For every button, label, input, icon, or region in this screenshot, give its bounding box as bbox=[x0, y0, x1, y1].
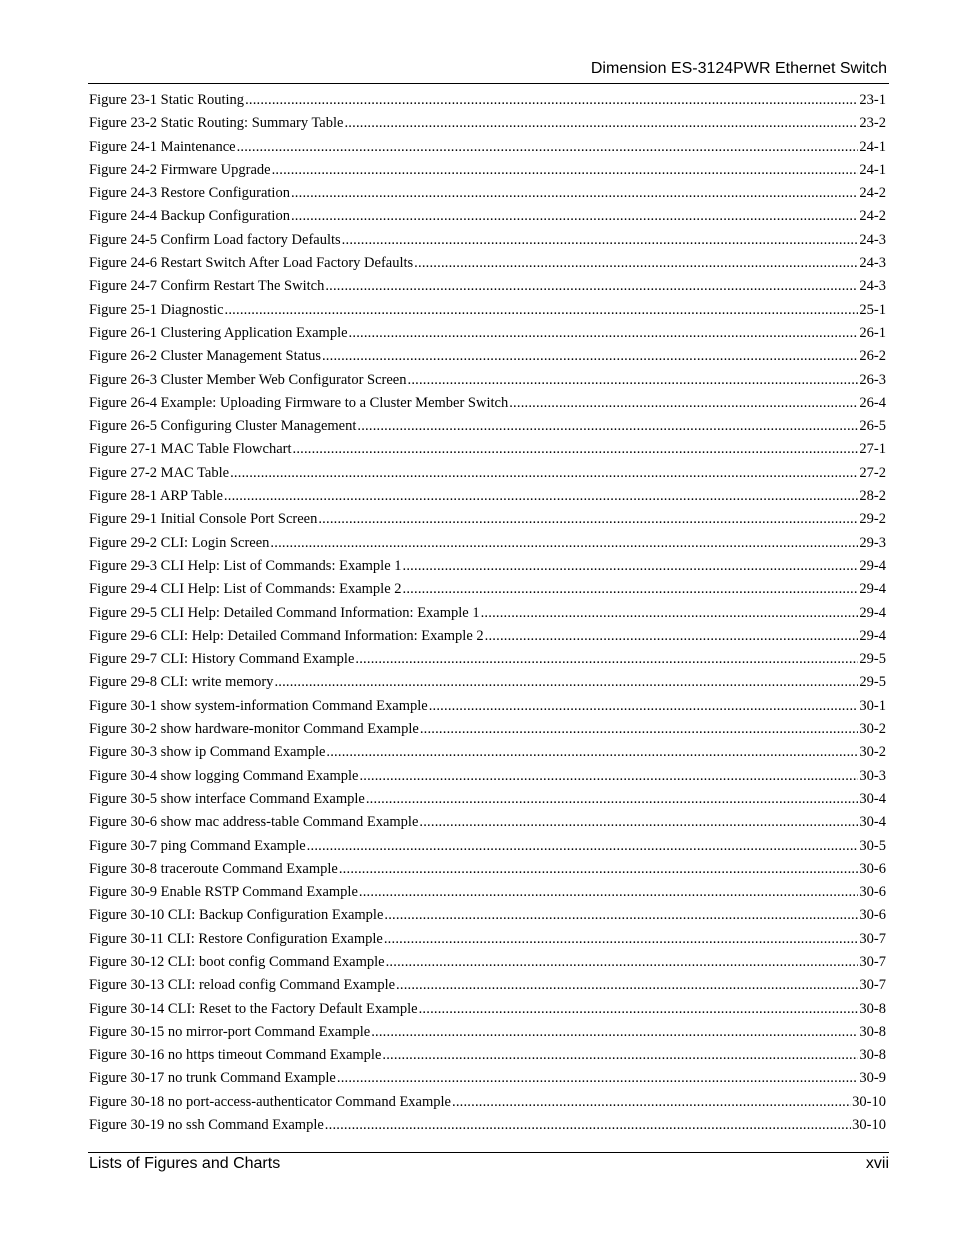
page-reference: 30-4 bbox=[859, 790, 886, 807]
toc-entry[interactable] bbox=[89, 998, 886, 1021]
page-reference: 30-1 bbox=[859, 697, 886, 714]
page-header bbox=[88, 59, 889, 84]
toc-entry[interactable] bbox=[89, 858, 886, 881]
dot-leader bbox=[225, 299, 859, 322]
dot-leader bbox=[293, 438, 859, 461]
dot-leader bbox=[325, 275, 858, 298]
dot-leader bbox=[419, 998, 859, 1021]
figure-caption: Figure 29-3 CLI Help: List of Commands: Example 1 bbox=[89, 557, 402, 574]
dot-leader bbox=[452, 1091, 851, 1114]
dot-leader bbox=[318, 508, 858, 531]
page-reference: 29-4 bbox=[859, 627, 886, 644]
figure-caption: Figure 25-1 Diagnostic bbox=[89, 301, 224, 318]
toc-entry[interactable] bbox=[89, 205, 886, 228]
figure-caption: Figure 26-5 Configuring Cluster Management bbox=[89, 418, 357, 435]
figure-caption: Figure 30-17 no trunk Command Example bbox=[89, 1070, 336, 1087]
page-reference: 25-1 bbox=[859, 301, 886, 318]
dot-leader bbox=[237, 136, 859, 159]
page-reference: 30-8 bbox=[859, 1000, 886, 1017]
dot-leader bbox=[419, 811, 858, 834]
dot-leader bbox=[359, 765, 858, 788]
toc-entry[interactable] bbox=[89, 299, 886, 322]
toc-entry[interactable] bbox=[89, 438, 886, 461]
dot-leader bbox=[357, 415, 858, 438]
dot-leader bbox=[270, 532, 858, 555]
figure-caption: Figure 30-9 Enable RSTP Command Example bbox=[89, 884, 358, 901]
page-reference: 29-2 bbox=[859, 511, 886, 528]
toc-entry[interactable] bbox=[89, 532, 886, 555]
page-reference: 30-2 bbox=[859, 721, 886, 738]
toc-entry[interactable] bbox=[89, 159, 886, 182]
page-reference: 29-5 bbox=[859, 674, 886, 691]
page-reference: 24-3 bbox=[859, 231, 886, 248]
dot-leader bbox=[429, 695, 859, 718]
dot-leader bbox=[485, 625, 859, 648]
dot-leader bbox=[349, 322, 859, 345]
toc-entry[interactable] bbox=[89, 741, 886, 764]
page-reference: 30-5 bbox=[859, 837, 886, 854]
page-reference: 23-1 bbox=[859, 92, 886, 108]
toc-entry[interactable] bbox=[89, 252, 886, 275]
figure-caption: Figure 24-6 Restart Switch After Load Factory Defaults bbox=[89, 255, 414, 272]
figure-caption: Figure 30-10 CLI: Backup Configuration Example bbox=[89, 907, 384, 924]
page-reference: 27-2 bbox=[859, 464, 886, 481]
figure-caption: Figure 30-4 show logging Command Example bbox=[89, 767, 359, 784]
toc-entry[interactable] bbox=[89, 485, 886, 508]
figure-caption: Figure 24-4 Backup Configuration bbox=[89, 208, 290, 225]
figure-caption: Figure 26-2 Cluster Management Status bbox=[89, 348, 321, 365]
dot-leader bbox=[322, 345, 858, 368]
page-reference: 30-2 bbox=[859, 744, 886, 761]
dot-leader bbox=[371, 1021, 858, 1044]
figure-caption: Figure 24-7 Confirm Restart The Switch bbox=[89, 278, 325, 295]
page-reference: 24-3 bbox=[859, 278, 886, 295]
dot-leader bbox=[386, 951, 859, 974]
dot-leader bbox=[414, 252, 858, 275]
page-reference: 26-2 bbox=[859, 348, 886, 365]
figure-caption: Figure 24-5 Confirm Load factory Defaults bbox=[89, 231, 341, 248]
toc-entry[interactable] bbox=[89, 1044, 886, 1067]
page-reference: 30-10 bbox=[852, 1117, 886, 1134]
dot-leader bbox=[344, 112, 858, 135]
page-reference: 29-4 bbox=[859, 604, 886, 621]
dot-leader bbox=[337, 1067, 859, 1090]
figure-caption: Figure 30-11 CLI: Restore Configuration Example bbox=[89, 930, 383, 947]
toc-entry[interactable] bbox=[89, 415, 886, 438]
figure-caption: Figure 26-3 Cluster Member Web Configurator Screen bbox=[89, 371, 407, 388]
page-reference: 24-1 bbox=[859, 138, 886, 155]
toc-entry[interactable] bbox=[89, 1021, 886, 1044]
page-footer bbox=[88, 1152, 889, 1181]
toc-entry[interactable] bbox=[89, 788, 886, 811]
list-of-figures bbox=[89, 89, 886, 1137]
page-reference: 30-7 bbox=[859, 977, 886, 994]
page-reference: 30-4 bbox=[859, 814, 886, 831]
page-reference: 23-2 bbox=[859, 115, 886, 132]
toc-entry[interactable] bbox=[89, 1091, 886, 1114]
page-reference: 30-3 bbox=[859, 767, 886, 784]
page-reference: 30-6 bbox=[859, 907, 886, 924]
figure-caption: Figure 30-14 CLI: Reset to the Factory Default Example bbox=[89, 1000, 418, 1017]
page-reference: 24-1 bbox=[859, 161, 886, 178]
toc-entry[interactable] bbox=[89, 578, 886, 601]
page-reference: 30-6 bbox=[859, 884, 886, 901]
figure-caption: Figure 27-1 MAC Table Flowchart bbox=[89, 441, 292, 458]
dot-leader bbox=[382, 1044, 858, 1067]
page-reference: 29-4 bbox=[859, 581, 886, 598]
toc-entry[interactable] bbox=[89, 462, 886, 485]
toc-entry[interactable] bbox=[89, 89, 886, 112]
figure-caption: Figure 29-5 CLI Help: Detailed Command Information: Example 1 bbox=[89, 604, 480, 621]
page-reference: 28-2 bbox=[859, 488, 886, 505]
document-title: Dimension ES-3124PWR Ethernet Switch bbox=[590, 60, 887, 77]
figure-caption: Figure 30-2 show hardware-monitor Command Example bbox=[89, 721, 419, 738]
toc-entry[interactable] bbox=[89, 765, 886, 788]
dot-leader bbox=[359, 881, 859, 904]
figure-caption: Figure 29-4 CLI Help: List of Commands: Example 2 bbox=[89, 581, 402, 598]
toc-entry[interactable] bbox=[89, 392, 886, 415]
dot-leader bbox=[403, 578, 859, 601]
dot-leader bbox=[366, 788, 859, 811]
toc-entry[interactable] bbox=[89, 369, 886, 392]
toc-entry[interactable] bbox=[89, 345, 886, 368]
page-reference: 26-4 bbox=[859, 394, 886, 411]
page-reference: 30-8 bbox=[859, 1047, 886, 1064]
page-reference: 27-1 bbox=[859, 441, 886, 458]
toc-entry[interactable] bbox=[89, 695, 886, 718]
figure-caption: Figure 30-16 no https timeout Command Example bbox=[89, 1047, 382, 1064]
dot-leader bbox=[342, 229, 859, 252]
page-reference: 24-2 bbox=[859, 208, 886, 225]
figure-caption: Figure 30-3 show ip Command Example bbox=[89, 744, 326, 761]
page-reference: 30-10 bbox=[852, 1093, 886, 1110]
toc-entry[interactable] bbox=[89, 275, 886, 298]
page-reference: 26-5 bbox=[859, 418, 886, 435]
page-reference: 30-9 bbox=[859, 1070, 886, 1087]
toc-entry[interactable] bbox=[89, 671, 886, 694]
figure-caption: Figure 30-7 ping Command Example bbox=[89, 837, 306, 854]
toc-entry[interactable] bbox=[89, 1067, 886, 1090]
figure-caption: Figure 29-1 Initial Console Port Screen bbox=[89, 511, 318, 528]
figure-caption: Figure 30-13 CLI: reload config Command Example bbox=[89, 977, 396, 994]
toc-entry[interactable] bbox=[89, 508, 886, 531]
figure-caption: Figure 29-2 CLI: Login Screen bbox=[89, 534, 270, 551]
toc-entry[interactable] bbox=[89, 904, 886, 927]
figure-caption: Figure 29-6 CLI: Help: Detailed Command Information: Example 2 bbox=[89, 627, 484, 644]
dot-leader bbox=[291, 205, 858, 228]
toc-entry[interactable] bbox=[89, 718, 886, 741]
figure-caption: Figure 26-1 Clustering Application Example bbox=[89, 324, 348, 341]
figure-caption: Figure 29-8 CLI: write memory bbox=[89, 674, 274, 691]
page-reference: 24-3 bbox=[859, 255, 886, 272]
figure-caption: Figure 30-19 no ssh Command Example bbox=[89, 1117, 324, 1134]
dot-leader bbox=[245, 89, 858, 112]
dot-leader bbox=[481, 602, 859, 625]
figure-caption: Figure 30-15 no mirror-port Command Example bbox=[89, 1023, 371, 1040]
dot-leader bbox=[291, 182, 858, 205]
toc-entry[interactable] bbox=[89, 625, 886, 648]
toc-entry[interactable] bbox=[89, 602, 886, 625]
figure-caption: Figure 30-12 CLI: boot config Command Example bbox=[89, 953, 385, 970]
dot-leader bbox=[230, 462, 858, 485]
figure-caption: Figure 30-18 no port-access-authenticator Command Example bbox=[89, 1093, 451, 1110]
page-reference: 26-3 bbox=[859, 371, 886, 388]
dot-leader bbox=[403, 555, 859, 578]
dot-leader bbox=[384, 928, 859, 951]
toc-entry[interactable] bbox=[89, 648, 886, 671]
figure-caption: Figure 24-3 Restore Configuration bbox=[89, 185, 290, 202]
dot-leader bbox=[384, 904, 858, 927]
figure-caption: Figure 30-6 show mac address-table Command Example bbox=[89, 814, 419, 831]
dot-leader bbox=[355, 648, 858, 671]
toc-entry[interactable] bbox=[89, 835, 886, 858]
figure-caption: Figure 24-2 Firmware Upgrade bbox=[89, 161, 271, 178]
footer-page-number: xvii bbox=[865, 1155, 889, 1172]
figure-caption: Figure 26-4 Example: Uploading Firmware to a Cluster Member Switch bbox=[89, 394, 509, 411]
page-reference: 29-5 bbox=[859, 651, 886, 668]
dot-leader bbox=[509, 392, 858, 415]
toc-entry[interactable] bbox=[89, 974, 886, 997]
dot-leader bbox=[272, 159, 859, 182]
toc-entry[interactable] bbox=[89, 136, 886, 159]
dot-leader bbox=[224, 485, 858, 508]
toc-entry[interactable] bbox=[89, 811, 886, 834]
toc-entry[interactable] bbox=[89, 1114, 886, 1137]
page-reference: 30-7 bbox=[859, 930, 886, 947]
page-reference: 30-7 bbox=[859, 953, 886, 970]
dot-leader bbox=[274, 671, 858, 694]
footer-section-title: Lists of Figures and Charts bbox=[89, 1155, 281, 1172]
dot-leader bbox=[339, 858, 859, 881]
page-reference: 30-8 bbox=[859, 1023, 886, 1040]
dot-leader bbox=[326, 741, 858, 764]
toc-entry[interactable] bbox=[89, 229, 886, 252]
figure-caption: Figure 24-1 Maintenance bbox=[89, 138, 236, 155]
figure-caption: Figure 23-1 Static Routing bbox=[89, 92, 245, 108]
toc-entry[interactable] bbox=[89, 951, 886, 974]
toc-entry[interactable] bbox=[89, 881, 886, 904]
dot-leader bbox=[307, 835, 859, 858]
figure-caption: Figure 30-1 show system-information Command Example bbox=[89, 697, 428, 714]
toc-entry[interactable] bbox=[89, 112, 886, 135]
toc-entry[interactable] bbox=[89, 928, 886, 951]
toc-entry[interactable] bbox=[89, 322, 886, 345]
figure-caption: Figure 23-2 Static Routing: Summary Table bbox=[89, 115, 344, 132]
dot-leader bbox=[325, 1114, 851, 1137]
page-reference: 29-3 bbox=[859, 534, 886, 551]
page-reference: 30-6 bbox=[859, 860, 886, 877]
toc-entry[interactable] bbox=[89, 182, 886, 205]
dot-leader bbox=[396, 974, 858, 997]
page-reference: 24-2 bbox=[859, 185, 886, 202]
figure-caption: Figure 29-7 CLI: History Command Example bbox=[89, 651, 355, 668]
figure-caption: Figure 28-1 ARP Table bbox=[89, 488, 223, 505]
page-reference: 26-1 bbox=[859, 324, 886, 341]
figure-caption: Figure 30-5 show interface Command Example bbox=[89, 790, 365, 807]
dot-leader bbox=[408, 369, 859, 392]
toc-entry[interactable] bbox=[89, 555, 886, 578]
dot-leader bbox=[420, 718, 859, 741]
figure-caption: Figure 30-8 traceroute Command Example bbox=[89, 860, 338, 877]
figure-caption: Figure 27-2 MAC Table bbox=[89, 464, 230, 481]
page-reference: 29-4 bbox=[859, 557, 886, 574]
